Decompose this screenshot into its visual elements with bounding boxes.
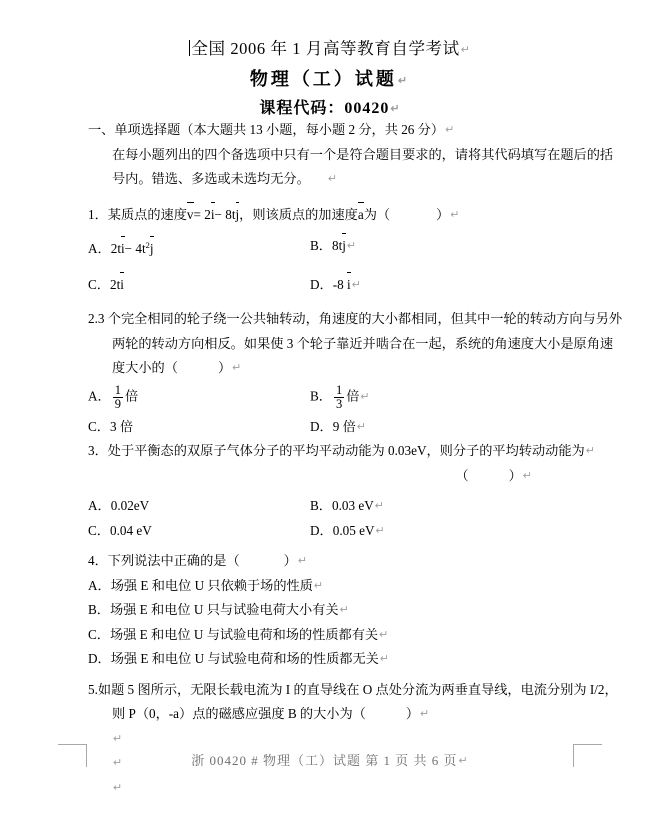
course-code-text: 课程代码：00420 — [259, 100, 390, 117]
option-c-text: 3 倍 — [109, 418, 134, 434]
question-1-option-a — [88, 233, 310, 262]
section-instruction-line-1 — [88, 143, 614, 168]
footer-page-info — [0, 750, 660, 769]
section-instruction-line-2-text: 号内。错选、多选或未选均无分。 — [112, 171, 310, 186]
question-3-bracket-close: ） — [508, 467, 522, 483]
vector-i: i — [211, 202, 215, 228]
page-footer — [0, 738, 660, 788]
footer-page-info-text: 浙 00420 # 物理（工）试题 第 1 页 共 6 页 — [191, 753, 458, 768]
fraction-numerator: 1 — [335, 382, 343, 397]
question-2-line-1-text: 3 个完全相同的轮子绕一公共轴转动，角速度的大小都相同，但其中一轮的转动方向与另外 — [97, 311, 623, 326]
paragraph-mark: ↵ — [351, 278, 361, 291]
option-d-label: D． — [310, 522, 333, 538]
vector-j: j — [236, 202, 240, 228]
option-d-text: 9 倍 — [332, 418, 356, 434]
section-heading-text: 一、单项选择题（本大题共 13 小题，每小题 2 分，共 26 分） — [88, 122, 445, 137]
option-d-text: 0.05 eV — [332, 522, 375, 538]
question-3-line-1-text: 处于平衡态的双原子气体分子的平均平动动能为 0.03eV，则分子的平均转动动能为 — [107, 443, 585, 458]
question-4-number: 4． — [88, 553, 108, 568]
option-a-exponent: 2 — [145, 240, 150, 250]
question-4-line-1-text: 下列说法中正确的是（ — [107, 553, 240, 568]
question-4-line-1 — [88, 549, 588, 574]
question-1-stem — [88, 202, 588, 228]
question-1-bracket-close: ） — [436, 206, 450, 222]
paragraph-mark: ↵ — [113, 781, 123, 794]
question-5-line-1-text: 如题 5 图所示，无限长载电流为 I 的直导线在 O 点处分流为两垂直导线，电流分别为 I/2， — [97, 681, 618, 697]
question-5-line-2-text: 则 P（0，-a）点的磁感应强度 B 的大小为（ — [112, 706, 366, 721]
question-2-number: 2. — [88, 311, 98, 326]
paragraph-mark: ↵ — [522, 469, 532, 482]
option-b-label: B． — [88, 602, 110, 617]
question-3-options-row-1 — [88, 494, 588, 519]
paragraph-mark: ↵ — [445, 124, 455, 136]
paragraph-mark: ↵ — [397, 75, 411, 87]
question-1-options-row-2 — [88, 272, 588, 298]
question-4-option-a — [88, 574, 588, 599]
paragraph-mark: ↵ — [339, 604, 349, 616]
question-5-line-1 — [88, 678, 618, 703]
question-3-bracket-open: （ — [455, 467, 469, 483]
option-b-label: B． — [310, 388, 332, 404]
question-5-number: 5. — [88, 681, 98, 697]
paragraph-mark: ↵ — [375, 524, 385, 537]
question-4-option-c — [88, 623, 588, 648]
paragraph-mark: ↵ — [379, 628, 389, 641]
question-3-answer-bracket — [88, 464, 588, 489]
question-2-line-3-text: 度大小的（ — [112, 360, 178, 375]
option-a-label: A． — [88, 577, 111, 593]
exam-title-line-1 — [189, 36, 470, 63]
exam-title-line-1-text: 全国 2006 年 1 月高等教育自学考试 — [191, 39, 460, 58]
option-c-text: 0.04 eV — [109, 522, 152, 538]
question-1-minus: − 8t — [214, 206, 236, 222]
paragraph-mark: ↵ — [374, 500, 384, 512]
option-d-label: D． — [310, 418, 333, 434]
fraction-one-ninth — [113, 384, 123, 411]
question-1-option-c — [88, 272, 310, 298]
vector-i: i — [120, 272, 124, 298]
question-2-option-d — [310, 415, 588, 440]
paragraph-mark: ↵ — [458, 755, 469, 767]
paragraph-mark: ↵ — [113, 732, 123, 745]
paragraph-mark: ↵ — [360, 390, 370, 403]
option-d-label: D． — [88, 651, 111, 666]
option-c-label: C． — [88, 626, 110, 642]
option-c-text: 场强 E 和电位 U 与试验电荷和场的性质都有关 — [109, 626, 379, 642]
spacer — [88, 192, 588, 198]
option-d-text: -8 — [332, 276, 348, 292]
question-4-bracket-close: ） — [283, 553, 297, 568]
exam-subject-title — [0, 65, 660, 95]
paragraph-mark: ↵ — [327, 173, 338, 185]
option-b-text: 场强 E 和电位 U 只与试验电荷大小有关 — [109, 602, 339, 617]
question-1-stem-text: 某质点的速度 — [107, 206, 187, 222]
option-d-text: 场强 E 和电位 U 与试验电荷和场的性质都无关 — [110, 651, 379, 666]
question-5-bracket-close: ） — [405, 706, 420, 721]
option-b-text: 8t — [331, 238, 343, 253]
question-3-number: 3． — [88, 443, 108, 458]
vector-v: v — [187, 202, 194, 228]
exam-subject-title-text: 物理（工）试题 — [249, 69, 397, 89]
fraction-numerator: 1 — [114, 382, 121, 397]
question-2-option-b — [310, 384, 588, 411]
fraction-one-third — [334, 384, 344, 411]
paragraph-mark: ↵ — [297, 555, 308, 567]
vector-i: i — [121, 236, 125, 262]
question-2-option-c — [88, 415, 310, 440]
question-1-post: 为（ — [363, 206, 391, 222]
section-instruction-line-1-text: 在每小题列出的四个备选项中只有一个是符合题目要求的，请将其代码填写在题后的括 — [112, 146, 614, 162]
question-3-options-row-2 — [88, 519, 588, 544]
question-1-number: 1． — [88, 206, 108, 222]
paragraph-mark: ↵ — [460, 44, 471, 56]
paragraph-mark: ↵ — [313, 579, 324, 592]
question-4-option-d — [88, 647, 588, 672]
option-d-label: D． — [310, 276, 333, 292]
option-a-text-1: 2t — [110, 241, 121, 256]
vector-i: i — [347, 272, 351, 298]
spacer — [88, 262, 588, 272]
vector-j: j — [150, 236, 154, 262]
option-c-label: C． — [88, 418, 110, 434]
fraction-denominator: 9 — [114, 397, 121, 411]
question-3-option-d — [310, 519, 588, 544]
question-1-option-b — [310, 233, 588, 262]
paragraph-mark: ↵ — [379, 653, 390, 665]
question-2-option-a — [88, 384, 310, 411]
question-2-line-2-text: 两轮的转动方向相反。如果使 3 个轮子靠近并啮合在一起，系统的角速度大小是原角速 — [112, 335, 614, 351]
section-heading — [88, 118, 588, 143]
question-2-line-2 — [88, 332, 614, 357]
question-5-line-2 — [88, 702, 588, 727]
option-b-text: 0.03 eV — [331, 498, 374, 513]
paragraph-mark: ↵ — [113, 757, 123, 769]
option-b-unit: 倍 — [346, 388, 360, 404]
paragraph-mark: ↵ — [585, 445, 595, 457]
option-a-label: A． — [88, 241, 111, 256]
option-c-text: 2t — [109, 276, 121, 292]
option-c-label: C． — [88, 276, 110, 292]
document-header — [0, 0, 660, 122]
question-1-eq: = 2 — [193, 206, 211, 222]
paragraph-mark: ↵ — [232, 362, 242, 374]
question-2-options-row-2 — [88, 415, 588, 440]
question-1-option-d — [310, 272, 588, 298]
paragraph-mark: ↵ — [346, 240, 357, 252]
question-2-line-1 — [88, 307, 623, 332]
option-a-text: 场强 E 和电位 U 只依赖于场的性质 — [110, 577, 313, 593]
question-2-bracket-close: ） — [217, 360, 232, 375]
option-b-label: B． — [310, 498, 332, 513]
question-3-line-1 — [88, 439, 595, 464]
question-1-options-row-1 — [88, 233, 588, 262]
option-b-label: B． — [310, 238, 332, 253]
paragraph-mark: ↵ — [450, 208, 460, 221]
option-a-label: A． — [88, 498, 111, 513]
option-a-label: A． — [88, 388, 111, 404]
option-a-text: 0.02eV — [110, 498, 150, 513]
section-instruction-line-2 — [88, 167, 588, 192]
spacer — [88, 297, 588, 307]
question-2-line-3 — [88, 356, 588, 381]
paragraph-mark: ↵ — [390, 103, 401, 115]
paragraph-mark: ↵ — [420, 708, 430, 720]
fraction-denominator: 3 — [335, 397, 343, 411]
document-body — [88, 118, 623, 800]
option-c-label: C． — [88, 522, 110, 538]
question-3-option-b — [310, 494, 588, 519]
vector-a: a — [358, 202, 364, 228]
option-a-text-2: − 4t — [124, 241, 146, 256]
question-3-option-a — [88, 494, 310, 519]
question-3-option-c — [88, 519, 310, 544]
paragraph-mark: ↵ — [356, 420, 367, 433]
question-2-options-row-1 — [88, 381, 588, 415]
option-a-unit: 倍 — [124, 388, 139, 404]
vector-j: j — [342, 233, 346, 259]
question-4-option-b — [88, 598, 588, 623]
question-1-mid: ，则该质点的加速度 — [239, 206, 358, 222]
